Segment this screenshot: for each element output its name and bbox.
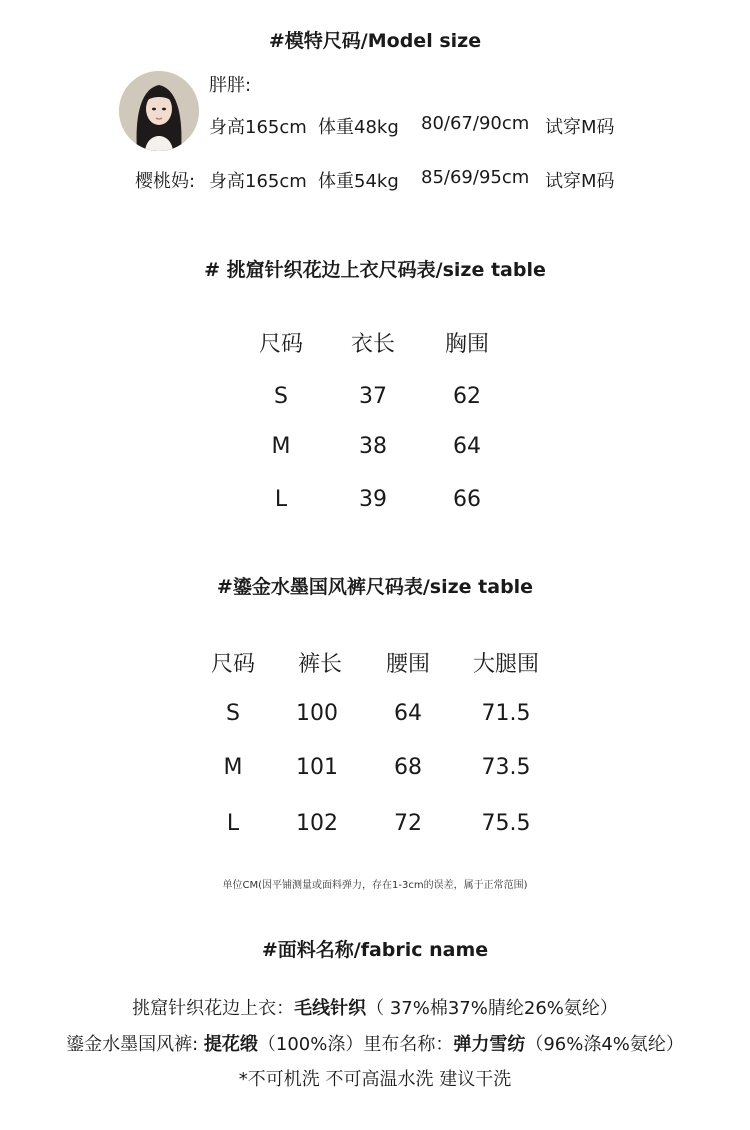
top-table-cell: S xyxy=(274,384,288,409)
pants-table-header: 腰围 xyxy=(385,652,430,677)
model-1-weight: 体重48kg xyxy=(318,117,399,138)
pants-table-cell: 75.5 xyxy=(481,811,531,836)
model-2-weight: 体重54kg xyxy=(318,171,399,192)
pants-table-header: 大腿围 xyxy=(472,652,539,677)
pants-size-table-title: #鎏金水墨国风裤尺码表/size table xyxy=(216,576,534,598)
model-1-height: 身高165cm xyxy=(209,117,307,138)
fabric-pants-lining-label: （100%涤）里布名称： xyxy=(257,1034,454,1055)
model-1-measurements: 80/67/90cm xyxy=(421,113,530,134)
model-photo-icon xyxy=(119,71,199,151)
pants-table-cell: 101 xyxy=(296,755,338,780)
pants-table-cell: 102 xyxy=(296,811,338,836)
top-table-cell: M xyxy=(271,434,291,459)
pants-table-header: 尺码 xyxy=(210,652,255,677)
top-table-header: 胸围 xyxy=(444,332,489,357)
model-2-name: 樱桃妈: xyxy=(135,171,196,192)
model-size-title: #模特尺码/Model size xyxy=(268,30,482,52)
model-1-tried-size: 试穿M码 xyxy=(545,117,615,138)
model-2-measurements: 85/69/95cm xyxy=(421,167,530,188)
fabric-pants-prefix: 鎏金水墨国风裤: xyxy=(66,1034,204,1055)
fabric-top-composition: （ 37%棉37%腈纶26%氨纶） xyxy=(366,998,618,1019)
pants-table-cell: 71.5 xyxy=(481,701,531,726)
top-table-cell: 66 xyxy=(453,487,481,512)
fabric-top-prefix: 挑窟针织花边上衣： xyxy=(132,998,295,1019)
fabric-lining-composition: （96%涤4%氨纶） xyxy=(525,1034,684,1055)
pants-table-header: 裤长 xyxy=(297,652,342,677)
fabric-title: #面料名称/fabric name xyxy=(261,939,489,961)
fabric-lining-material: 弹力雪纺 xyxy=(453,1034,526,1055)
top-table-cell: 64 xyxy=(453,434,481,459)
top-table-header: 衣长 xyxy=(350,332,395,357)
fabric-line-top xyxy=(0,994,750,1020)
top-table-cell: L xyxy=(274,487,288,512)
model-avatar xyxy=(119,71,199,151)
measurement-note: 单位CM(因平铺测量或面料弹力，存在1-3cm的误差，属于正常范围) xyxy=(222,880,528,891)
fabric-top-material: 毛线针织 xyxy=(294,998,367,1019)
pants-table-cell: 64 xyxy=(394,701,422,726)
top-table-header: 尺码 xyxy=(258,332,303,357)
pants-table-cell: 100 xyxy=(296,701,338,726)
pants-table-cell: M xyxy=(223,755,243,780)
top-size-table-title: # 挑窟针织花边上衣尺码表/size table xyxy=(204,259,546,281)
model-1-name: 胖胖: xyxy=(209,75,252,96)
model-2-height: 身高165cm xyxy=(209,171,307,192)
pants-table-cell: S xyxy=(226,701,240,726)
fabric-line-pants xyxy=(0,1030,750,1056)
pants-table-cell: L xyxy=(226,811,240,836)
model-2-tried-size: 试穿M码 xyxy=(545,171,615,192)
pants-table-cell: 73.5 xyxy=(481,755,531,780)
top-table-cell: 37 xyxy=(359,384,387,409)
top-table-cell: 62 xyxy=(453,384,481,409)
pants-table-cell: 68 xyxy=(394,755,422,780)
pants-table-cell: 72 xyxy=(394,811,422,836)
care-instructions: *不可机洗 不可高温水洗 建议干洗 xyxy=(238,1069,512,1090)
top-table-cell: 38 xyxy=(359,434,387,459)
top-table-cell: 39 xyxy=(359,487,387,512)
fabric-pants-material: 提花缎 xyxy=(203,1034,258,1055)
